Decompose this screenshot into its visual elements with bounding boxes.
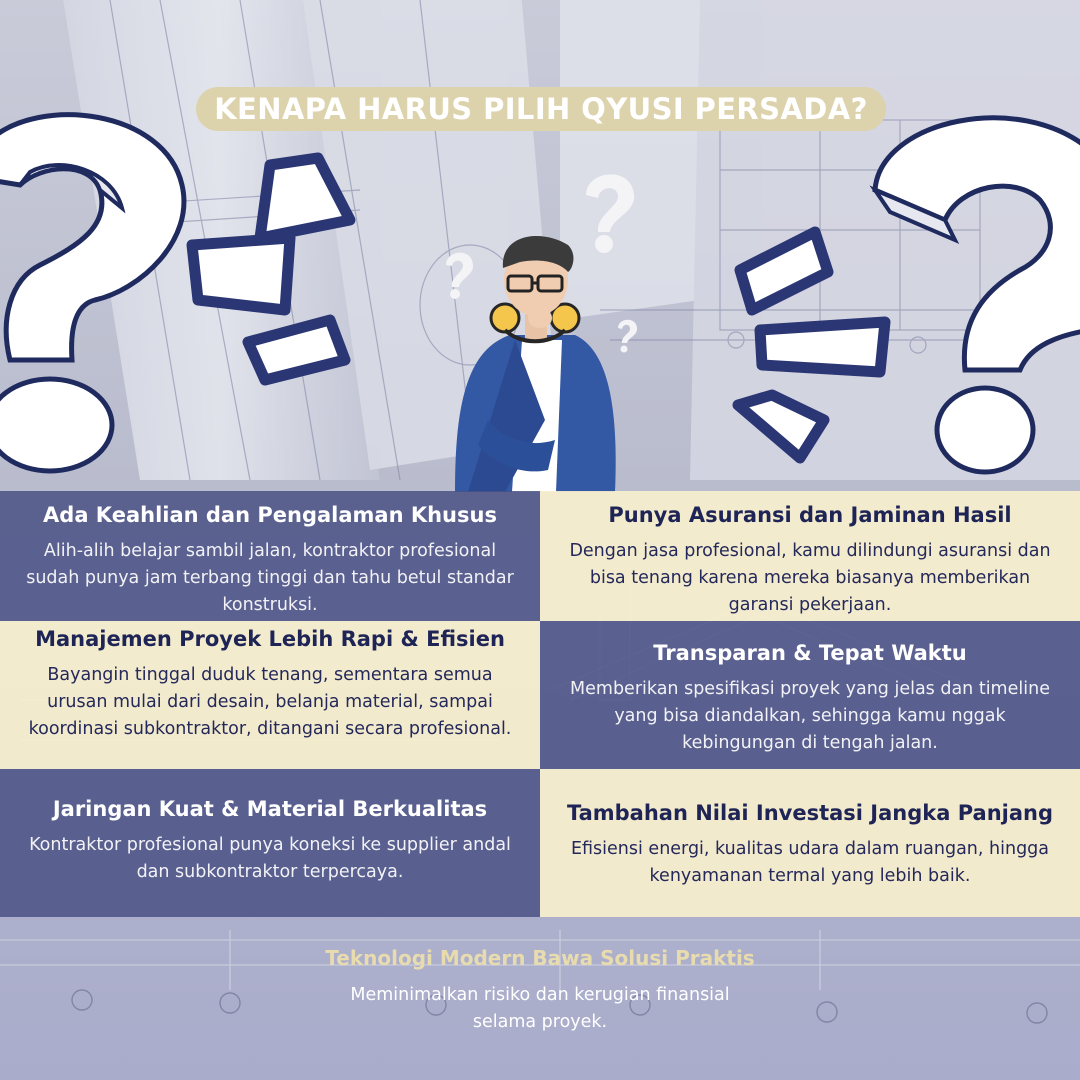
reason-card-expertise	[0, 491, 540, 621]
reason-heading: Manajemen Proyek Lebih Rapi & Efisien	[35, 627, 505, 651]
reason-heading: Tambahan Nilai Investasi Jangka Panjang	[566, 801, 1054, 825]
footer-reason	[0, 946, 1080, 1036]
reason-body: Kontraktor profesional punya koneksi ke supplier andal dan subkontraktor terpercaya.	[29, 835, 511, 883]
reason-body: Dengan jasa profesional, kamu dilindungi asuransi dan bisa tenang karena mereka biasanya memberikan garansi pekerjaan.	[569, 541, 1051, 616]
reason-card-investment	[540, 769, 1080, 917]
reason-heading: Punya Asuransi dan Jaminan Hasil	[608, 503, 1012, 527]
reason-body: Memberikan spesifikasi proyek yang jelas dan timeline yang bisa diandalkan, sehingga kamu nggak kebingungan di tengah jalan.	[570, 679, 1050, 754]
reason-heading: Transparan & Tepat Waktu	[653, 641, 967, 665]
footer-heading: Teknologi Modern Bawa Solusi Praktis	[325, 946, 755, 970]
reason-body: Efisiensi energi, kualitas udara dalam ruangan, hingga kenyamanan termal yang lebih baik.	[570, 839, 1050, 887]
reason-card-network	[0, 769, 540, 917]
reason-card-insurance	[540, 491, 1080, 621]
title-banner	[196, 87, 886, 131]
reasons-grid	[0, 491, 1080, 917]
reason-card-management	[0, 621, 540, 769]
page-title: KENAPA HARUS PILIH QYUSI PERSADA?	[214, 92, 868, 126]
reason-heading: Jaringan Kuat & Material Berkualitas	[52, 797, 488, 821]
reason-body: Alih-alih belajar sambil jalan, kontraktor profesional sudah punya jam terbang tinggi dan tahu betul standar konstruksi.	[26, 541, 514, 616]
reason-card-transparency	[540, 621, 1080, 769]
reason-heading: Ada Keahlian dan Pengalaman Khusus	[43, 503, 497, 527]
reason-body: Bayangin tinggal duduk tenang, sementara semua urusan mulai dari desain, belanja material, sampai koordinasi subkontraktor, ditangani secara profesional.	[28, 665, 512, 740]
footer-body: Meminimalkan risiko dan kerugian finansial selama proyek.	[350, 985, 730, 1033]
